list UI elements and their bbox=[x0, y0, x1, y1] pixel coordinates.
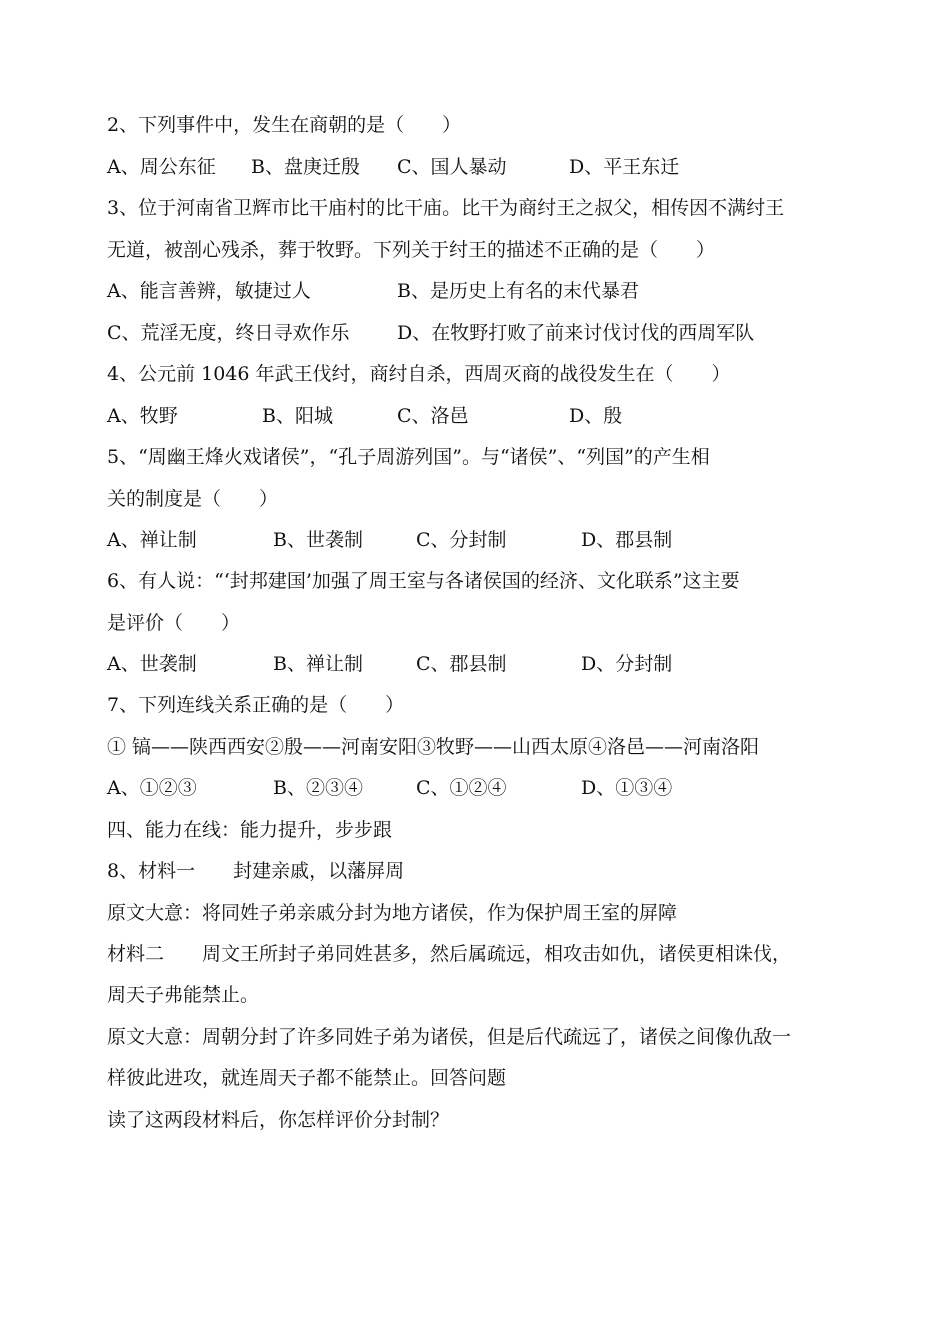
question-6-option-d: D、分封制 bbox=[581, 653, 673, 675]
question-7-option-c: C、①②④ bbox=[416, 777, 507, 799]
question-5-stem-line1: 5、“周幽王烽火戏诸侯”，“孔子周游列国”。与“诸侯”、“列国”的产生相 bbox=[107, 446, 710, 468]
question-4-option-c: C、洛邑 bbox=[397, 405, 469, 427]
question-5-stem-line2: 关的制度是（ ） bbox=[107, 488, 279, 510]
question-8-meaning2-line2: 样彼此进攻，就连周天子都不能禁止。回答问题 bbox=[107, 1067, 507, 1089]
question-4-option-b: B、阳城 bbox=[262, 405, 333, 427]
question-3-stem-line2: 无道，被剖心残杀，葬于牧野。下列关于纣王的描述不正确的是（ ） bbox=[107, 239, 716, 261]
question-2-option-d: D、平王东迁 bbox=[569, 156, 680, 178]
question-3-option-b: B、是历史上有名的末代暴君 bbox=[397, 280, 639, 302]
question-5-option-a: A、禅让制 bbox=[107, 529, 197, 551]
question-5-option-d: D、郡县制 bbox=[581, 529, 673, 551]
question-5-option-b: B、世袭制 bbox=[273, 529, 363, 551]
question-3-option-c: C、荒淫无度，终日寻欢作乐 bbox=[107, 322, 350, 344]
question-3-option-a: A、能言善辨，敏捷过人 bbox=[107, 280, 311, 302]
question-6-stem-line2: 是评价（ ） bbox=[107, 612, 241, 634]
question-7-option-a: A、①②③ bbox=[107, 777, 197, 799]
question-8-prompt: 读了这两段材料后，你怎样评价分封制？ bbox=[107, 1109, 450, 1131]
question-6-stem-line1: 6、有人说：“‘封邦建国’加强了周王室与各诸侯国的经济、文化联系”这主要 bbox=[107, 570, 740, 592]
question-6-option-c: C、郡县制 bbox=[416, 653, 507, 675]
question-2-option-c: C、国人暴动 bbox=[397, 156, 507, 178]
question-8-material1-meaning: 原文大意：将同姓子弟亲戚分封为地方诸侯，作为保护周王室的屏障 bbox=[107, 902, 678, 924]
question-4-option-a: A、牧野 bbox=[107, 405, 178, 427]
question-8-material2-line1: 材料二 周文王所封子弟同姓甚多，然后属疏远，相攻击如仇，诸侯更相诛伐， bbox=[107, 943, 792, 965]
section-4-heading: 四、能力在线：能力提升，步步跟 bbox=[107, 819, 393, 841]
question-8-material1: 8、材料一 封建亲戚，以藩屏周 bbox=[107, 860, 405, 882]
question-8-material2-line2: 周天子弗能禁止。 bbox=[107, 984, 260, 1006]
question-5-option-c: C、分封制 bbox=[416, 529, 507, 551]
question-7-pairs: ① 镐——陕西西安②殷——河南安阳③牧野——山西太原④洛邑——河南洛阳 bbox=[107, 736, 760, 758]
question-2-stem: 2、下列事件中，发生在商朝的是（ ） bbox=[107, 114, 462, 136]
question-2-option-a: A、周公东征 bbox=[107, 156, 216, 178]
question-4-option-d: D、殷 bbox=[569, 405, 623, 427]
question-7-stem: 7、下列连线关系正确的是（ ） bbox=[107, 694, 405, 716]
question-6-option-b: B、禅让制 bbox=[273, 653, 363, 675]
question-7-option-b: B、②③④ bbox=[273, 777, 363, 799]
question-3-stem-line1: 3、位于河南省卫辉市比干庙村的比干庙。比干为商纣王之叔父，相传因不满纣王 bbox=[107, 197, 785, 219]
question-3-option-d: D、在牧野打败了前来讨伐讨伐的西周军队 bbox=[397, 322, 755, 344]
question-7-option-d: D、①③④ bbox=[581, 777, 673, 799]
question-6-option-a: A、世袭制 bbox=[107, 653, 197, 675]
question-8-meaning2-line1: 原文大意：周朝分封了许多同姓子弟为诸侯，但是后代疏远了，诸侯之间像仇敌一 bbox=[107, 1026, 792, 1048]
question-4-stem: 4、公元前 1046 年武王伐纣，商纣自杀，西周灭商的战役发生在（ ） bbox=[107, 363, 731, 385]
question-2-option-b: B、盘庚迁殷 bbox=[251, 156, 360, 178]
